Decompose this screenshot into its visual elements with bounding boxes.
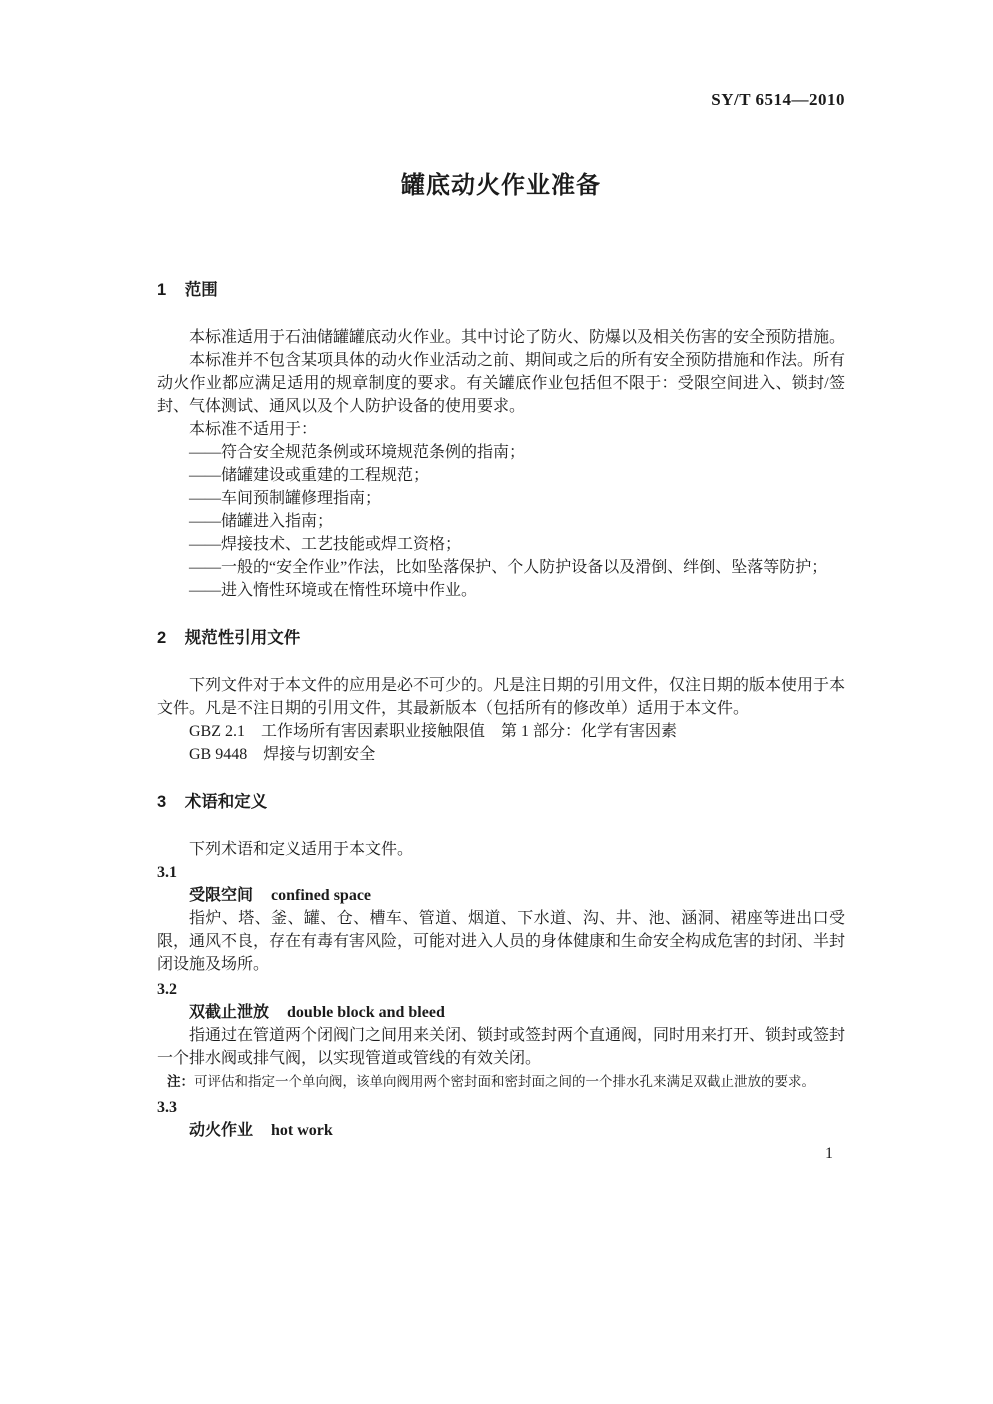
term-note (157, 1070, 845, 1093)
note-label: 注： (167, 1074, 194, 1089)
list-item: ——符合安全规范条例或环境规范条例的指南； (189, 444, 526, 461)
section-title: 范围 (184, 281, 218, 299)
reference-entry: GBZ 2.1 工作场所有害因素职业接触限值 第 1 部分：化学有害因素 (189, 723, 678, 740)
term-heading (157, 1119, 845, 1142)
paragraph: 本标准不适用于： (189, 421, 318, 438)
term-name-zh: 受限空间 (189, 887, 254, 904)
section-title: 规范性引用文件 (184, 629, 301, 647)
list-item: ——车间预制罐修理指南； (189, 490, 382, 507)
standard-code: SY/T 6514—2010 (711, 90, 845, 109)
term-name-en: hot work (271, 1122, 333, 1139)
term-name-en: confined space (271, 887, 372, 904)
section-title: 术语和定义 (184, 793, 268, 811)
reference-entry: GB 9448 焊接与切割安全 (189, 746, 376, 763)
term-heading (157, 1001, 845, 1024)
list-item: ——焊接技术、工艺技能或焊工资格； (189, 536, 462, 553)
paragraph: 本标准适用于石油储罐罐底动火作业。其中讨论了防火、防爆以及相关伤害的安全预防措施。 (189, 329, 846, 346)
term-name-en: double block and bleed (287, 1004, 445, 1021)
term-id: 3.1 (157, 864, 177, 881)
term-heading (157, 884, 845, 907)
term-name-zh: 动火作业 (189, 1122, 254, 1139)
section-number: 2 (157, 629, 167, 647)
list-item: ——一般的“安全作业”作法，比如坠落保护、个人防护设备以及滑倒、绊倒、坠落等防护； (189, 559, 828, 576)
term-definition: 指通过在管道两个闭阀门之间用来关闭、锁封或签封两个直通阀，同时用来打开、锁封或签封一个排水阀或排气阀，以实现管道或管线的有效关闭。 (157, 1027, 846, 1067)
section-heading-references (157, 627, 845, 650)
term-id: 3.3 (157, 1099, 177, 1116)
section-heading-terms (157, 791, 845, 814)
list-item: ——储罐建设或重建的工程规范； (189, 467, 430, 484)
document-body (157, 279, 845, 1142)
document-title: 罐底动火作业准备 (401, 172, 601, 199)
terms-intro: 下列术语和定义适用于本文件。 (189, 841, 414, 858)
term-id: 3.2 (157, 981, 177, 998)
list-item: ——储罐进入指南； (189, 513, 334, 530)
section-number: 1 (157, 281, 167, 299)
section-number: 3 (157, 793, 167, 811)
term-definition: 指炉、塔、釜、罐、仓、槽车、管道、烟道、下水道、沟、井、池、涵洞、裙座等进出口受限，通风不良，存在有毒有害风险，可能对进入人员的身体健康和生命安全构成危害的封闭、半封闭设施及场所。 (157, 910, 846, 973)
note-text: 可评估和指定一个单向阀，该单向阀用两个密封面和密封面之间的一个排水孔来满足双截止泄放的要求。 (194, 1074, 815, 1089)
list-item: ——进入惰性环境或在惰性环境中作业。 (189, 582, 478, 599)
page-number: 1 (825, 1145, 833, 1162)
term-name-zh: 双截止泄放 (189, 1004, 270, 1021)
paragraph: 本标准并不包含某项具体的动火作业活动之前、期间或之后的所有安全预防措施和作法。所有动火作业都应满足适用的规章制度的要求。有关罐底作业包括但不限于：受限空间进入、锁封/签封、气体测试、通风以及个人防护设备的使用要求。 (157, 352, 846, 415)
section-heading-scope (157, 279, 845, 302)
paragraph: 下列文件对于本文件的应用是必不可少的。凡是注日期的引用文件，仅注日期的版本使用于本文件。凡是不注日期的引用文件，其最新版本（包括所有的修改单）适用于本文件。 (157, 677, 846, 717)
